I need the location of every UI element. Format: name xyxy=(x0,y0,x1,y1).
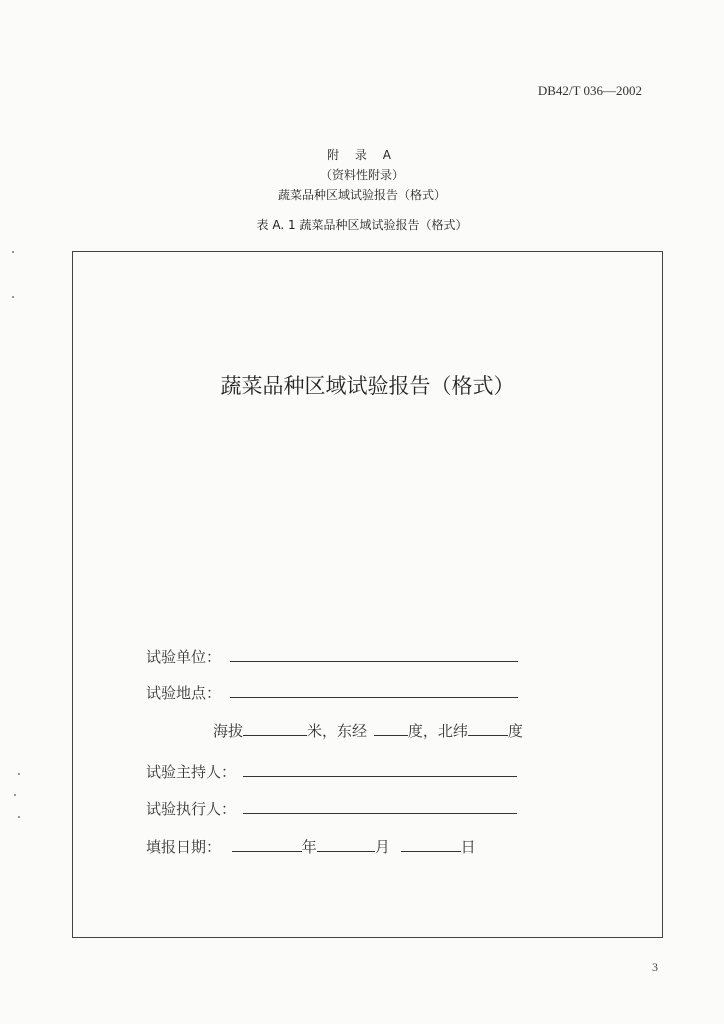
appendix-note: （资料性附录） xyxy=(319,168,404,182)
day-field[interactable] xyxy=(401,835,461,852)
altitude-label: 海拔 xyxy=(213,722,244,740)
longitude-field[interactable] xyxy=(374,719,408,736)
scan-speck xyxy=(12,251,14,253)
report-form-frame xyxy=(72,251,663,938)
year-unit: 年 xyxy=(301,838,317,856)
location-field[interactable] xyxy=(230,681,518,698)
location-row xyxy=(146,681,518,703)
scan-speck xyxy=(14,794,16,796)
report-title: 蔬菜品种区域试验报告（格式） xyxy=(220,374,515,398)
date-row xyxy=(146,835,476,857)
unit-row xyxy=(146,645,518,667)
executor-field[interactable] xyxy=(243,797,517,814)
host-row xyxy=(146,760,517,782)
scan-speck xyxy=(18,773,20,775)
host-label: 试验主持人： xyxy=(146,763,237,781)
coordinates-row xyxy=(213,719,523,741)
day-unit: 日 xyxy=(460,838,476,856)
month-unit: 月 xyxy=(374,838,390,856)
altitude-field[interactable] xyxy=(243,719,307,736)
executor-label: 试验执行人： xyxy=(146,800,237,818)
latitude-field[interactable] xyxy=(468,719,508,736)
year-field[interactable] xyxy=(232,835,302,852)
host-field[interactable] xyxy=(243,760,517,777)
unit-field[interactable] xyxy=(230,645,518,662)
executor-row xyxy=(146,797,517,819)
altitude-unit: 米，东经 xyxy=(307,722,368,740)
appendix-subtitle: 蔬菜品种区域试验报告（格式） xyxy=(277,188,446,202)
date-label: 填报日期： xyxy=(146,838,222,856)
table-caption: 表 A. 1 蔬菜品种区域试验报告（格式） xyxy=(256,218,468,232)
longitude-unit: 度，北纬 xyxy=(407,722,468,740)
unit-label: 试验单位： xyxy=(146,648,222,666)
latitude-unit: 度 xyxy=(507,722,523,740)
scan-speck xyxy=(12,296,14,298)
location-label: 试验地点： xyxy=(146,684,222,702)
scan-speck xyxy=(18,816,20,818)
appendix-title: 附 录 A xyxy=(327,148,397,162)
standard-code: DB42/T 036—2002 xyxy=(537,83,642,98)
page-number: 3 xyxy=(652,960,658,974)
month-field[interactable] xyxy=(317,835,375,852)
